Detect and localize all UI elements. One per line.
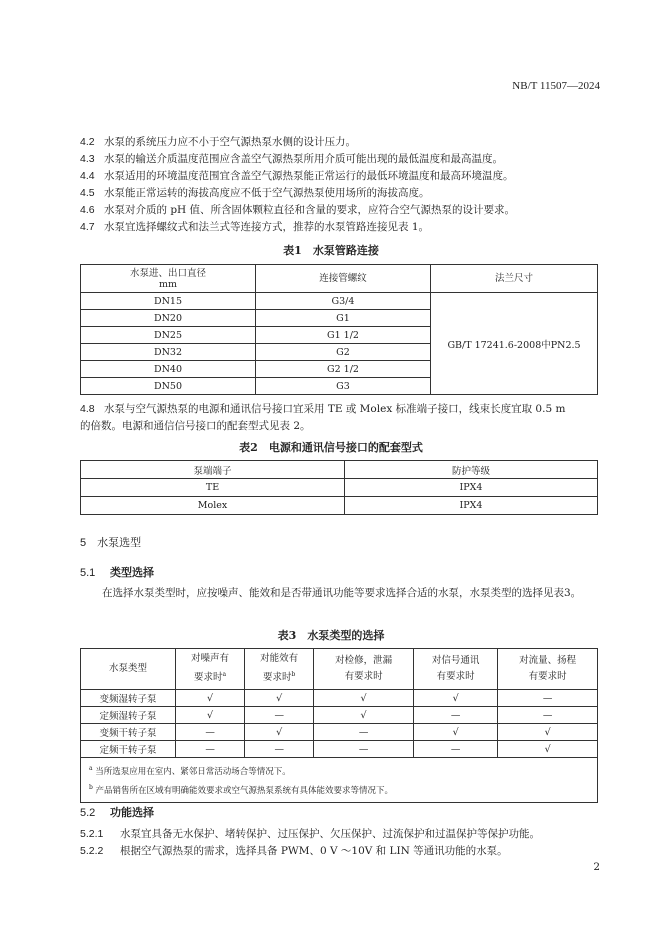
table-row: DN40 G2 1/2 <box>81 361 598 378</box>
table3-header-leakage: 对检修，泄漏 有要求时 <box>314 649 414 690</box>
table-row: 定频干转子泵 — — — — √ <box>81 741 598 758</box>
table-row: DN32 G2 <box>81 344 598 361</box>
table3-header-noise: 对噪声有 要求时$^a$ <box>176 649 245 690</box>
table-row: DN25 G1 1/2 <box>81 327 598 344</box>
page-number: 2 <box>593 861 600 873</box>
interface-table <box>80 460 598 515</box>
table-row: 变频湿转子泵 √ √ √ √ — <box>81 690 598 707</box>
table3-header-communication: 对信号通讯 有要求时 <box>413 649 497 690</box>
table-row: Molex IPX4 <box>81 497 598 515</box>
clause-4-6: 4.6 水泵对介质的 pH 值、所含固体颗粒直径和含量的要求，应符合空气源热泵的设计要求。 <box>80 204 516 216</box>
clause-4-7: 4.7 水泵宜选择螺纹式和法兰式等连接方式，推荐的水泵管路连接见表 1。 <box>80 221 430 233</box>
flange-size-cell: GB/T 17241.6-2008中PN2.5 <box>431 293 598 395</box>
table3-header-type: 水泵类型 <box>81 649 176 690</box>
table-row: TE IPX4 <box>81 479 598 497</box>
note-a: $^a$ 当所选泵应用在室内、紧邻日常活动场合等情况下。 <box>89 765 291 777</box>
table1-header-flange: 法兰尺寸 <box>431 265 598 293</box>
table1-header-diameter: 水泵进、出口直径 mm <box>81 265 256 293</box>
table3-header-efficiency: 对能效有 要求时$^b$ <box>245 649 314 690</box>
clause-4-8: 4.8 水泵与空气源热泵的电源和通讯信号接口宜采用 TE 或 Molex 标准端子接口，线束长度宜取 0.5 m <box>80 403 566 415</box>
table-row: DN15 G3/4 GB/T 17241.6-2008中PN2.5 <box>81 293 598 310</box>
note-b: $^b$ 产品销售所在区域有明确能效要求或空气源热泵系统有具体能效要求等情况下。 <box>89 783 394 796</box>
table-row: DN50 G3 <box>81 378 598 395</box>
clause-4-5: 4.5 水泵能正常运转的海拔高度应不低于空气源热泵使用场所的海拔高度。 <box>80 187 430 199</box>
standard-code: NB/T 11507—2024 <box>512 80 600 92</box>
pump-type-table <box>80 648 598 803</box>
table2-header-terminal: 泵端端子 <box>81 461 345 479</box>
subsection-5-2: 5.2 功能选择 <box>80 806 154 819</box>
subsection-5-1: 5.1 类型选择 <box>80 566 154 579</box>
clause-5-2-2: 5.2.2 根据空气源热泵的需求，选择具备 PWM、0 V ～10V 和 LIN 等通讯功能的水泵。 <box>80 845 508 857</box>
pipe-connection-table <box>80 264 598 395</box>
section-5-title: 5 水泵选型 <box>80 537 142 549</box>
table3-header-flow: 对流量、扬程 有要求时 <box>498 649 598 690</box>
clause-4-3: 4.3 水泵的输送介质温度范围应含盖空气源热泵所用介质可能出现的最低温度和最高温度。 <box>80 153 503 165</box>
table1-header-thread: 连接管螺纹 <box>256 265 431 293</box>
paragraph-5-1: 在选择水泵类型时，应按噪声、能效和是否带通讯功能等要求选择合适的水泵，水泵类型的选择见表3。 <box>102 587 582 599</box>
table2-caption: 表2 电源和通讯信号接口的配套型式 <box>239 441 423 454</box>
table2-header-protection: 防护等级 <box>345 461 598 479</box>
table1-caption: 表1 水泵管路连接 <box>283 244 379 257</box>
table3-caption: 表3 水泵类型的选择 <box>277 629 385 642</box>
table-row: DN20 G1 <box>81 310 598 327</box>
clause-5-2-1: 5.2.1 水泵宜具备无水保护、堵转保护、过压保护、欠压保护、过流保护和过温保护等保护功能。 <box>80 828 540 840</box>
table-row: 定频湿转子泵 √ — √ — — <box>81 707 598 724</box>
clause-4-2: 4.2 水泵的系统压力应不小于空气源热泵水侧的设计压力。 <box>80 136 356 148</box>
clause-4-4: 4.4 水泵适用的环境温度范围宜含盖空气源热泵能正常运行的最低环境温度和最高环境温度。 <box>80 170 514 182</box>
table-row: 变频干转子泵 — √ — √ √ <box>81 724 598 741</box>
table-notes <box>81 758 598 803</box>
clause-4-8-cont: 的倍数。电源和通信信号接口的配套型式见表 2。 <box>80 420 311 432</box>
